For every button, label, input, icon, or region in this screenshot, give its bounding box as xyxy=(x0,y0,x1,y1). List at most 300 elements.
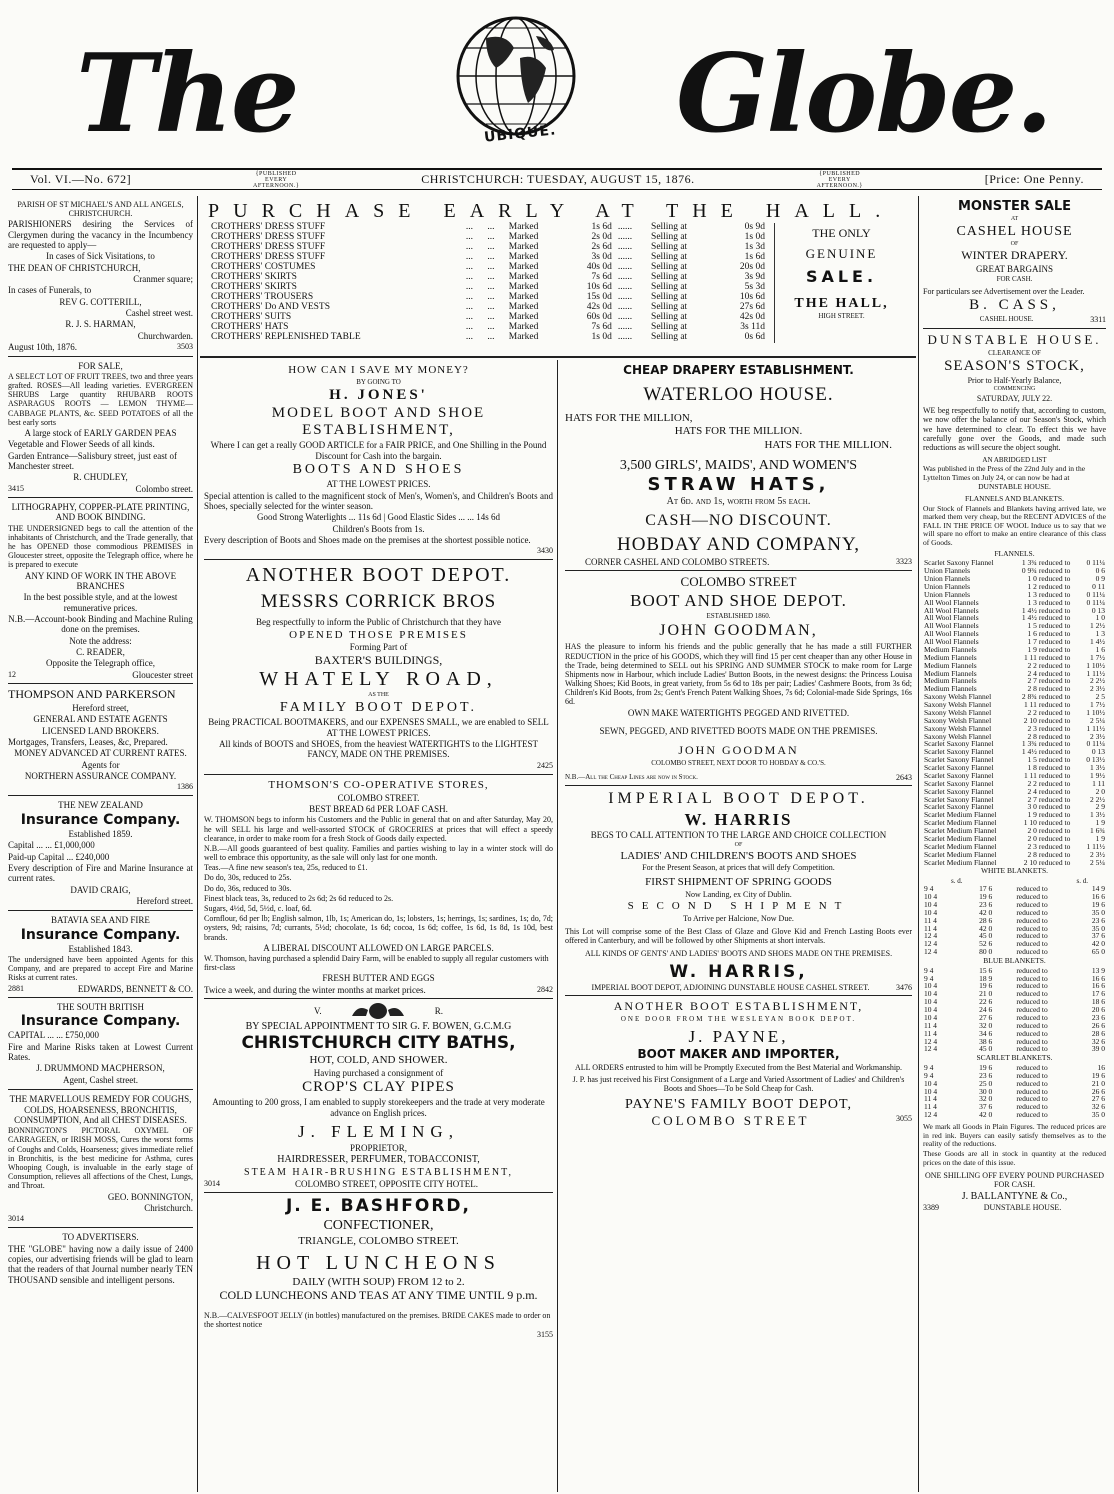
to-advertisers-title: TO ADVERTISERS. xyxy=(62,1232,139,1243)
blanket-row xyxy=(923,917,1106,925)
blanket-old-price: 80 0 xyxy=(979,947,993,957)
selling-label: Selling at xyxy=(651,281,688,292)
white-blankets-title: WHITE BLANKETS. xyxy=(980,866,1049,876)
reduced-label: reduced to xyxy=(1038,786,1071,796)
thompson-line: MONEY ADVANCED AT CURRENT RATES. xyxy=(14,748,187,759)
dunstable-body: WE beg respectfully to notify that, according to custom, we now offer the balance of our Season's Stock, which we have determined to clear. To effect this we have carefully gone over the Goods, and made such reductions as will secure the object sought. xyxy=(923,406,1106,452)
flannel-old-price: 1 4½ xyxy=(1021,747,1037,757)
reduced-label: reduced to xyxy=(1016,899,1048,909)
h-jones-line: Where I can get a really GOOD ARTICLE for a FAIR PRICE, and One Shilling in the Pound Discount for Cash into the bargain. xyxy=(210,440,547,461)
dunstable-line: FLANNELS AND BLANKETS. xyxy=(965,493,1064,503)
blanket-row xyxy=(923,893,1106,901)
blanket-new-price: 35 0 xyxy=(1091,907,1105,917)
blue-blankets-title: BLUE BLANKETS. xyxy=(983,956,1046,966)
batavia-line: Established 1843. xyxy=(68,943,133,954)
blanket-row xyxy=(923,1022,1106,1030)
flannel-name: Scarlet Saxony Flannel xyxy=(924,558,994,568)
flannel-old-price: 2 8 xyxy=(1027,684,1037,694)
blanket-width: 11 4 xyxy=(924,1094,937,1104)
selling-label: Selling at xyxy=(651,231,688,242)
flannel-old-price: 1 8 xyxy=(1027,763,1037,773)
thompson-line: Mortgages, Transfers, Leases, &c, Prepared. xyxy=(8,736,168,747)
harris-line: ALL KINDS OF GENTS' AND LADIES' BOOTS AND SHOES MADE ON THE PREMISES. xyxy=(584,949,893,959)
harris-name: W. HARRIS xyxy=(684,809,793,829)
blanket-width: 10 4 xyxy=(924,1086,938,1096)
column-c xyxy=(561,360,916,1492)
marked-label: Marked xyxy=(508,222,539,232)
lithography-line: Note the address: xyxy=(69,635,132,646)
flannel-name: Scarlet Saxony Flannel xyxy=(924,763,994,773)
scarlet-blanket-table xyxy=(923,1064,1106,1119)
payne-line: ONE DOOR FROM THE WESLEYAN BOOK DEPOT. xyxy=(620,1015,857,1024)
ad-number: 3055 xyxy=(896,1114,912,1124)
cashel-line: GREAT BARGAINS xyxy=(975,263,1054,274)
marked-price: 60s 0d xyxy=(586,311,612,322)
blanket-old-price: 52 6 xyxy=(979,939,993,949)
lithography-line: C. READER, xyxy=(76,647,125,658)
selling-label: Selling at xyxy=(651,321,688,332)
ad-number: 3503 xyxy=(177,342,193,352)
reduced-label: reduced to xyxy=(1038,707,1071,717)
price-dots: ... xyxy=(487,261,495,272)
flannel-name: Scarlet Medium Flannel xyxy=(924,849,997,859)
flannel-name: Scarlet Saxony Flannel xyxy=(924,778,994,788)
marked-price: 2s 0d xyxy=(591,231,612,242)
selling-price: 10s 6d xyxy=(739,291,765,302)
flannel-old-price: 1 3 xyxy=(1027,597,1037,607)
flannel-name: Medium Flannels xyxy=(924,644,977,654)
cashel-line: For particulars see Advertisement over the Leader. xyxy=(923,287,1085,296)
blanket-width: 10 4 xyxy=(924,997,938,1007)
price-dots: ...... xyxy=(617,291,633,302)
price-item: CROTHERS' DRESS STUFF xyxy=(211,231,326,242)
batavia-line: EDWARDS, BENNETT & CO. xyxy=(77,983,193,994)
st-michaels-line: Churchwarden. xyxy=(137,330,193,341)
h-jones-line: BOOTS AND SHOES xyxy=(292,462,465,478)
price-dots: ...... xyxy=(617,301,633,312)
price-item: CROTHERS' REPLENISHED TABLE xyxy=(211,331,361,342)
flannel-name: Scarlet Saxony Flannel xyxy=(924,802,994,812)
dunstable-line: Was published in the Press of the 22nd July and in the Lyttelton Times on July 24, or can now be had at xyxy=(923,464,1086,482)
flannel-new-price: 2 5¼ xyxy=(1090,857,1105,867)
hall-side-panel xyxy=(774,223,908,343)
flannel-new-price: 2 0 xyxy=(1095,786,1105,796)
flannel-name: Scarlet Saxony Flannel xyxy=(924,786,994,796)
info-bar xyxy=(12,168,1102,190)
blanket-new-price: 42 0 xyxy=(1091,939,1105,949)
ad-number: 2425 xyxy=(537,760,553,770)
st-michaels-line: In cases of Sick Visitations, to xyxy=(46,251,155,262)
blanket-width: 12 4 xyxy=(924,1036,938,1046)
flannel-name: Union Flannels xyxy=(924,574,971,584)
st-michaels-line: In cases of Funerals, to xyxy=(8,285,92,296)
flannel-name: Scarlet Saxony Flannel xyxy=(924,739,994,749)
blanket-width: 11 4 xyxy=(924,915,937,925)
blanket-row xyxy=(923,982,1106,990)
price-dots: ... xyxy=(465,251,473,262)
flannel-name: Scarlet Saxony Flannel xyxy=(924,770,994,780)
blanket-new-price: 18 6 xyxy=(1091,997,1105,1007)
goodman-line: COLOMBO STREET xyxy=(680,574,797,590)
sd-label: s. d. xyxy=(951,877,963,886)
ad-number: 3476 xyxy=(896,983,912,993)
reduced-label: reduced to xyxy=(1038,558,1071,568)
ad-number: 2643 xyxy=(896,773,912,783)
blanket-old-price: 45 0 xyxy=(979,1044,993,1054)
flannel-old-price: 1 4½ xyxy=(1021,605,1037,615)
lithography-ad xyxy=(8,498,193,684)
blanket-new-price: 32 6 xyxy=(1091,1102,1105,1112)
bonnington-line: Christchurch. xyxy=(144,1202,193,1213)
dunstable-line: SATURDAY, JULY 22. xyxy=(976,393,1053,403)
selling-price: 0s 9d xyxy=(744,222,765,232)
hall-sale-ad xyxy=(200,196,916,358)
reduced-label: reduced to xyxy=(1038,739,1071,749)
st-michaels-line: Cranmer square; xyxy=(133,274,193,285)
marked-label: Marked xyxy=(508,271,539,282)
goodman-body: HAS the pleasure to inform his friends and the public generally that he has made a still FURTHER REDUCTION in the price of his GOODS, which they will find 15 per cent cheaper than any other House in the Trade, being determined to SELL out his SPRING AND SUMMER STOCK to make room for Large Shipments now in Harbour, which include Ladies' Button Boots, in the newest designs: the Princess Louisa Walking Shoes; Kid Boots, in great variety, from 5s 6d to 18s per pair; Ladies' Cashmere Boots, from 3s 6d; Children's Kid Boots, from 2s; Gent's French Patent Walking Shoes, 7s 6d; Colonial-made Side Springs, 16s 6d. xyxy=(565,642,912,707)
flannel-new-price: 0 11¼ xyxy=(1086,597,1105,607)
to-advertisers-body: THE "GLOBE" having now a daily issue of 2400 copies, our advertising friends will be glad to learn that the readers of that Journal number nearly TEN THOUSAND sensible and intelligent persons. xyxy=(8,1243,193,1285)
blanket-row xyxy=(923,1072,1106,1080)
selling-price: 3s 9d xyxy=(744,271,765,282)
thompson-line: LICENSED LAND BROKERS. xyxy=(42,725,159,736)
dunstable-line: These Goods are all in stock in quantity at the reduced prices on the date of this issue. xyxy=(923,1148,1106,1167)
price-dots: ...... xyxy=(617,231,633,242)
reduced-label: reduced to xyxy=(1016,1102,1048,1112)
st-michaels-notice xyxy=(8,196,193,357)
white-blanket-table xyxy=(923,885,1106,956)
payne-line: J. P. has just received his First Consignment of a Large and Varied Assortment of Ladies' and Children's Boots and Shoes—To be Sold Cheap for Cash. xyxy=(572,1074,905,1093)
flannel-new-price: 1 4½ xyxy=(1090,637,1105,647)
blanket-row xyxy=(923,909,1106,917)
waterloo-line: CORNER CASHEL AND COLOMBO STREETS. xyxy=(585,557,770,568)
harris-line: This Lot will comprise some of the Best Class of Glaze and Glove Kid and French Lasting Boots ever offered in Canterbury, and will be followed by other Shipments at short intervals. xyxy=(565,927,912,946)
price-dots: ... xyxy=(465,241,473,252)
corrick-line: Forming Part of xyxy=(349,642,408,653)
blanket-new-price: 20 6 xyxy=(1091,1005,1105,1015)
cashel-line: AT xyxy=(1010,215,1019,222)
h-jones-line: Special attention is called to the magnificent stock of Men's, Women's, and Children's Boots and Shoes, specially selected for the winter season. xyxy=(204,490,553,511)
dunstable-ad xyxy=(923,329,1106,1213)
ad-number: 3014 xyxy=(8,1214,24,1224)
harris-ad xyxy=(565,786,912,996)
marked-price: 3s 0d xyxy=(591,251,612,262)
selling-label: Selling at xyxy=(651,311,688,322)
flannel-old-price: 2 0 xyxy=(1027,833,1037,843)
reduced-label: reduced to xyxy=(1038,857,1071,867)
reduced-label: reduced to xyxy=(1016,892,1048,902)
thompson-line: Agents for xyxy=(81,759,120,770)
reduced-label: reduced to xyxy=(1016,973,1048,983)
south-british-title: THE SOUTH BRITISH xyxy=(57,1002,144,1013)
flannel-name: Saxony Welsh Flannel xyxy=(924,715,992,725)
masthead xyxy=(6,0,1108,189)
reduced-label: reduced to xyxy=(1038,566,1071,576)
city-baths-line: STEAM HAIR-BRUSHING ESTABLISHMENT, xyxy=(244,1166,513,1178)
reduced-label: reduced to xyxy=(1038,802,1071,812)
price-dots: ... xyxy=(487,241,495,252)
blanket-width: 10 4 xyxy=(924,981,938,991)
lithography-line: N.B.—Account-book Binding and Machine Ruling done on the premises. xyxy=(8,614,193,635)
lithography-title: LITHOGRAPHY, COPPER-PLATE PRINTING, AND BOOK BINDING. xyxy=(11,502,190,523)
price-dots: ... xyxy=(487,271,495,282)
price-item: CROTHERS' Do AND VESTS xyxy=(211,301,330,312)
blanket-old-price: 34 6 xyxy=(979,1028,993,1038)
marked-label: Marked xyxy=(508,321,539,332)
marked-label: Marked xyxy=(508,231,539,242)
corrick-line: Being PRACTICAL BOOTMAKERS, and our EXPENSES SMALL, we are enabled to SELL AT THE LOWEST PRICES. xyxy=(208,717,549,738)
nz-insurance-ad xyxy=(8,796,193,911)
blanket-new-price: 26 6 xyxy=(1091,1020,1105,1030)
blanket-width: 11 4 xyxy=(924,1028,937,1038)
reduced-label: reduced to xyxy=(1016,1044,1048,1054)
reduced-label: reduced to xyxy=(1038,644,1071,654)
thompson-parkerson-ad xyxy=(8,684,193,796)
flannel-name: Medium Flannels xyxy=(924,684,977,694)
flannel-name: Saxony Welsh Flannel xyxy=(924,731,992,741)
price-item: CROTHERS' DRESS STUFF xyxy=(211,222,326,232)
reduced-label: reduced to xyxy=(1038,723,1071,733)
st-michaels-title: PARISH OF ST MICHAEL'S AND ALL ANGELS, CHRISTCHURCH. xyxy=(17,200,184,219)
blanket-width: 12 4 xyxy=(924,1044,938,1054)
reduced-label: reduced to xyxy=(1016,1028,1048,1038)
flannel-new-price: 0 13 xyxy=(1091,747,1105,757)
marked-price: 1s 0d xyxy=(591,331,612,342)
blanket-old-price: 23 6 xyxy=(979,1070,993,1080)
price-dots: ...... xyxy=(617,331,633,342)
reduced-label: reduced to xyxy=(1016,1094,1048,1104)
flannel-name: All Wool Flannels xyxy=(924,605,979,615)
marked-label: Marked xyxy=(508,281,539,292)
harris-line: LADIES' AND CHILDREN'S BOOTS AND SHOES xyxy=(620,849,857,862)
blanket-width: 9 4 xyxy=(924,973,934,983)
marked-price: 2s 6d xyxy=(591,241,612,252)
st-michaels-body: PARISHIONERS desiring the Services of Clergymen during the vacancy in the Incumbency are requested to apply— xyxy=(8,219,193,251)
price-item: CROTHERS' HATS xyxy=(211,321,289,332)
blanket-row xyxy=(923,932,1106,940)
thomson-line: COLOMBO STREET. xyxy=(337,792,420,803)
price-item: CROTHERS' TROUSERS xyxy=(211,291,314,302)
price-dots: ...... xyxy=(617,311,633,322)
blanket-row xyxy=(923,940,1106,948)
south-british-line: Fire and Marine Risks taken at Lowest Current Rates. xyxy=(8,1041,193,1063)
thomson-stores-ad xyxy=(204,775,553,999)
ad-number: 3415 xyxy=(8,483,24,493)
blanket-width: 10 4 xyxy=(924,1005,938,1015)
payne-line: COLOMBO STREET xyxy=(651,1113,810,1129)
reduced-label: reduced to xyxy=(1016,1078,1048,1088)
flannel-old-price: 0 9¾ xyxy=(1021,566,1037,576)
bonnington-ad xyxy=(8,1090,193,1228)
blanket-row xyxy=(923,885,1106,893)
reduced-label: reduced to xyxy=(1038,597,1071,607)
thomson-line: FRESH BUTTER AND EGGS xyxy=(322,973,435,984)
reduced-label: reduced to xyxy=(1038,605,1071,615)
reduced-label: reduced to xyxy=(1016,884,1048,894)
goodman-ad xyxy=(565,571,912,786)
flannel-new-price: 1 11 xyxy=(1092,778,1105,788)
blanket-row xyxy=(923,948,1106,956)
thompson-line: Hereford street, xyxy=(72,702,129,713)
goodman-line: JOHN GOODMAN xyxy=(678,743,799,758)
ad-number: 3311 xyxy=(1090,315,1106,325)
ad-number: 3430 xyxy=(537,546,553,556)
blanket-new-price: 14 9 xyxy=(1091,884,1105,894)
selling-price: 3s 11d xyxy=(740,321,765,332)
blanket-row xyxy=(923,1103,1106,1111)
h-jones-ad xyxy=(204,360,553,560)
price-dots: ... xyxy=(487,311,495,322)
reduced-label: reduced to xyxy=(1016,923,1048,933)
blanket-width: 10 4 xyxy=(924,1078,938,1088)
selling-price: 20s 0d xyxy=(739,261,765,272)
payne-line: BOOT MAKER AND IMPORTER, xyxy=(637,1046,840,1061)
nz-insurance-line: Hereford street. xyxy=(136,895,193,906)
city-baths-ad xyxy=(204,999,553,1193)
reduced-label: reduced to xyxy=(1016,907,1048,917)
blanket-old-price: 21 0 xyxy=(979,989,993,999)
marked-label: Marked xyxy=(508,251,539,262)
for-sale-title: FOR SALE, xyxy=(78,360,123,371)
goodman-line: COLOMBO STREET, NEXT DOOR TO HOBDAY & CO.'S. xyxy=(651,759,826,768)
city-baths-line: HOT, COLD, AND SHOWER. xyxy=(309,1054,448,1067)
flannel-name: Scarlet Saxony Flannel xyxy=(924,747,994,757)
nz-insurance-line: Established 1859. xyxy=(68,828,133,839)
blanket-new-price: 37 6 xyxy=(1091,931,1105,941)
cashel-line: OF xyxy=(1010,240,1019,247)
bashford-line: CONFECTIONER, xyxy=(323,1217,434,1233)
hall-price-table xyxy=(208,223,768,343)
city-baths-line: BY SPECIAL APPOINTMENT TO SIR G. F. BOWEN, G.C.M.G xyxy=(245,1021,512,1033)
reduced-label: reduced to xyxy=(1038,763,1071,773)
reduced-label: reduced to xyxy=(1016,1110,1048,1120)
ad-number: 12 xyxy=(8,669,16,679)
cashel-line: MONSTER SALE xyxy=(957,199,1072,214)
blanket-row xyxy=(923,1038,1106,1046)
price-dots: ...... xyxy=(617,321,633,332)
blanket-old-price: 17 6 xyxy=(979,884,993,894)
price-item: CROTHERS' SUITS xyxy=(211,311,292,322)
flannel-new-price: 1 3 xyxy=(1095,629,1105,639)
cashel-line: FOR CASH. xyxy=(996,274,1033,283)
blanket-old-price: 32 0 xyxy=(979,1094,993,1104)
blanket-new-price: 17 6 xyxy=(1091,989,1105,999)
ad-number: 3155 xyxy=(537,1330,553,1340)
city-baths-line: HAIRDRESSER, PERFUMER, TOBACCONIST, xyxy=(277,1154,480,1166)
goodman-line: ESTABLISHED 1860. xyxy=(706,611,771,620)
flannel-old-price: 1 3 xyxy=(1027,589,1037,599)
reduced-label: reduced to xyxy=(1038,778,1071,788)
corrick-line: WHATELY ROAD, xyxy=(259,668,498,691)
flannel-new-price: 0 6 xyxy=(1095,566,1105,576)
blanket-width: 10 4 xyxy=(924,1012,938,1022)
blanket-new-price: 65 0 xyxy=(1091,947,1105,957)
goodman-line: N.B.—All the Cheap Lines are now in Stock. xyxy=(565,773,698,782)
waterloo-name: WATERLOO HOUSE. xyxy=(643,383,834,405)
blanket-width: 9 4 xyxy=(924,1062,934,1072)
flannel-name: Scarlet Medium Flannel xyxy=(924,857,997,867)
blanket-new-price: 26 6 xyxy=(1091,1086,1105,1096)
lithography-line: ANY KIND OF WORK IN THE ABOVE BRANCHES xyxy=(24,570,177,591)
nz-insurance-capital: Paid-up Capital ... £240,000 xyxy=(8,851,110,862)
reduced-label: reduced to xyxy=(1038,700,1071,710)
flannel-new-price: 1 10½ xyxy=(1086,660,1105,670)
blanket-row xyxy=(923,925,1106,933)
blanket-width: 9 4 xyxy=(924,1070,934,1080)
flannel-old-price: 2 2 xyxy=(1027,660,1037,670)
reduced-label: reduced to xyxy=(1038,833,1071,843)
flannel-name: Scarlet Medium Flannel xyxy=(924,818,997,828)
blanket-row xyxy=(923,1006,1106,1014)
for-sale-line: Garden Entrance—Salisbury street, just east of Manchester street. xyxy=(8,450,177,471)
flannel-new-price: 1 3½ xyxy=(1090,810,1105,820)
reduced-label: reduced to xyxy=(1038,668,1071,678)
straw-hats: STRAW HATS, xyxy=(647,473,830,495)
price-dots: ...... xyxy=(617,222,633,232)
reduced-label: reduced to xyxy=(1038,692,1071,702)
blanket-row xyxy=(923,990,1106,998)
flannel-old-price: 1 9 xyxy=(1027,644,1037,654)
harris-big: W. HARRIS, xyxy=(669,961,808,982)
nz-insurance-big: Insurance Company. xyxy=(20,811,181,828)
for-sale-body: A SELECT LOT OF FRUIT TREES, two and three years grafted. ROSES—All leading varieties. EVERGREEN SHRUBS Large quantity RHUBARB ROOTS ASPARAGUS ROOTS — LEMON THYME—CABBAGE PLANTS, &c. SEED POTATOES of all the best early sorts xyxy=(8,371,193,427)
flannel-name: Scarlet Saxony Flannel xyxy=(924,794,994,804)
flannel-name: Scarlet Medium Flannel xyxy=(924,833,997,843)
selling-price: 1s 6d xyxy=(744,251,765,262)
ballantyne-name: J. BALLANTYNE & Co., xyxy=(961,1190,1068,1202)
flannel-old-price: 2 10 xyxy=(1023,715,1037,725)
flannel-new-price: 1 3½ xyxy=(1090,763,1105,773)
dunstable-line: We mark all Goods in Plain Figures. The reduced prices are in red ink. Buyers can easily satisfy themselves as to the reality of the reductions. xyxy=(923,1122,1106,1149)
batavia-title: BATAVIA SEA AND FIRE xyxy=(51,915,150,926)
corrick-name: MESSRS CORRICK BROS xyxy=(260,591,497,613)
blanket-new-price: 16 6 xyxy=(1091,981,1105,991)
reduced-label: reduced to xyxy=(1038,684,1071,694)
published-right: {PUBLISHED EVERY AFTERNOON.} xyxy=(816,170,863,189)
flannel-name: Union Flannels xyxy=(924,581,971,591)
st-michaels-date: August 10th, 1876. xyxy=(8,342,78,353)
hall-side-name: THE HALL, xyxy=(794,296,889,312)
blanket-old-price: 42 0 xyxy=(979,923,993,933)
ad-number: 1386 xyxy=(177,782,193,792)
blanket-old-price: 28 6 xyxy=(979,915,993,925)
royal-arms-icon xyxy=(348,1002,408,1020)
flannel-old-price: 1 11 xyxy=(1024,770,1037,780)
h-jones-line: Children's Boots from 1s. xyxy=(332,523,425,534)
blanket-width: 9 4 xyxy=(924,884,934,894)
price-dots: ... xyxy=(465,311,473,322)
dunstable-title: DUNSTABLE HOUSE. xyxy=(927,331,1102,347)
published-left: {PUBLISHED EVERY AFTERNOON.} xyxy=(253,170,300,189)
blanket-new-price: 35 0 xyxy=(1091,1110,1105,1120)
dunstable-line: COMMENCING xyxy=(993,386,1036,393)
cashel-house-ad xyxy=(923,196,1106,329)
marked-label: Marked xyxy=(508,261,539,272)
blanket-width: 10 4 xyxy=(924,892,938,902)
blanket-new-price: 16 xyxy=(1097,1062,1105,1072)
selling-price: 27s 6d xyxy=(739,301,765,312)
nz-insurance-line: Every description of Fire and Marine Insurance at current rates. xyxy=(8,862,193,884)
flannel-name: Medium Flannels xyxy=(924,652,977,662)
flannel-old-price: 1 5 xyxy=(1027,621,1037,631)
sd-label: s. d. xyxy=(1076,877,1088,886)
selling-price: 1s 3d xyxy=(744,241,765,252)
thomson-line: Do do, 36s, reduced to 30s. xyxy=(204,883,292,893)
reduced-label: reduced to xyxy=(1016,1070,1048,1080)
flannel-name: Medium Flannels xyxy=(924,676,977,686)
goodman-line: BOOT AND SHOE DEPOT. xyxy=(630,591,847,611)
